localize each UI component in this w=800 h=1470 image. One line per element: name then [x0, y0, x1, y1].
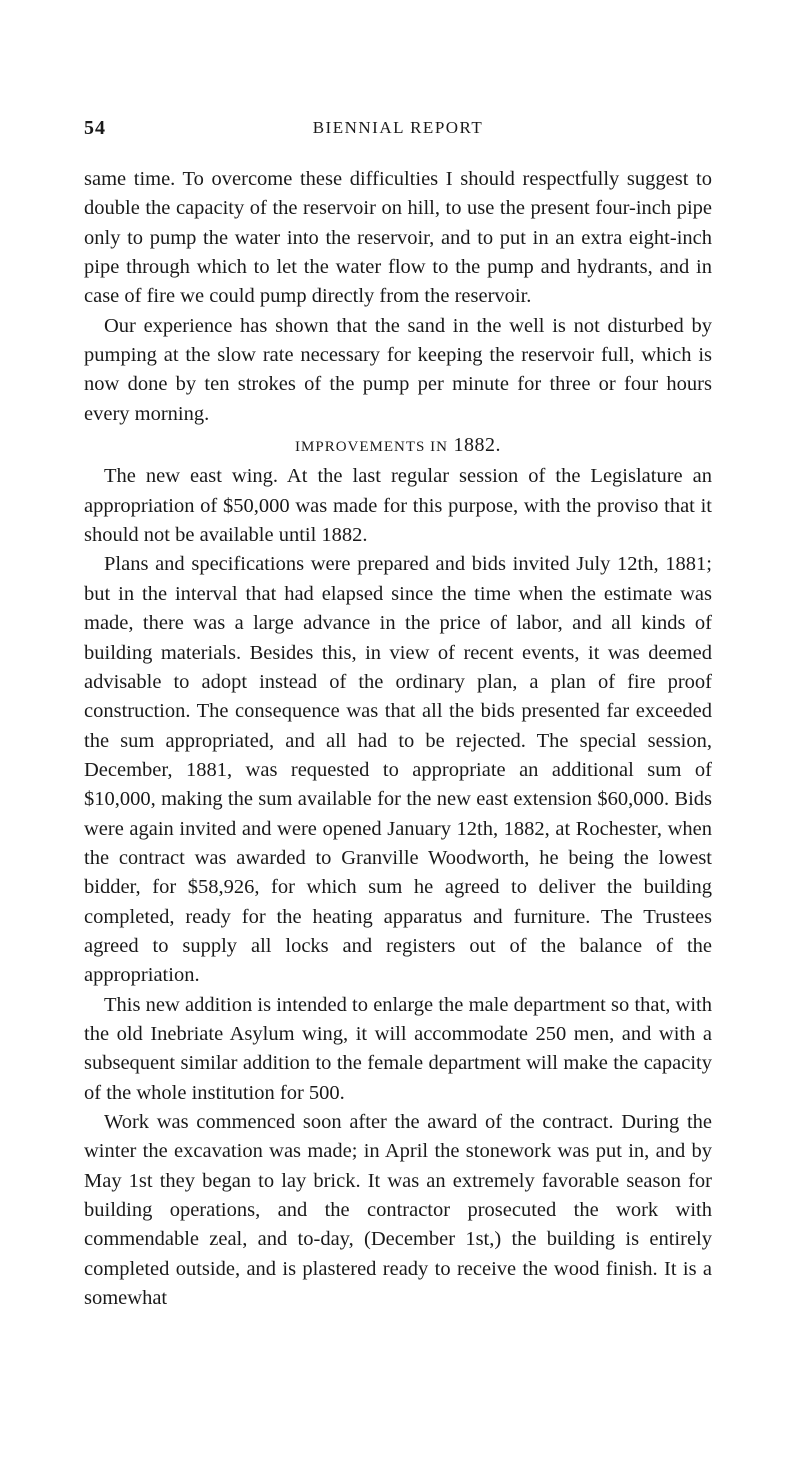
paragraph-plans-bids: Plans and specifications were prepared and bids invited July 12th, 1881; but in the interval that had elapsed since the time when the estimate was made, there was a large advance in the price of labor, and all kinds of building materials. Besides this, in view of recent events, it was deemed advisable to adopt instead of the ordinary plan, a plan of fire proof construction. The consequence was that all the bids presented far exceeded the sum appropriated, and all had to be rejected. The special session, December, 1881, was requested to appropriate an additional sum of $10,000, making the sum available for the new east extension $60,000. Bids were again invited and were opened January 12th, 1882, at Rochester, when the contract was awarded to Granville Woodworth, he being the lowest bidder, for $58,926, for which sum he agreed to deliver the building completed, ready for the heating apparatus and furniture. The Trustees agreed to supply all locks and registers out of the balance of the appropriation. [84, 553, 712, 987]
paragraph-reservoir-suggestion: same time. To overcome these difficulties I should respectfully suggest to double the capacity of the reservoir on hill, to use the present four-inch pipe only to pump the water into the reservoir, and to put in an extra eight-inch pipe through which to let the water flow to the pump and hydrants, and in case of fire we could pump directly from the reservoir. [84, 168, 712, 308]
paragraph-work-commenced: Work was commenced soon after the award of the contract. During the winter the excavation was made; in April the stonework was put in, and by May 1st they began to lay brick. It was an extremely favorable season for building operations, and the contractor prosecuted the work with commendable zeal, and to-day, (December 1st,) the building is entirely completed outside, and is plastered ready to receive the wood finish. It is a somewhat [84, 1111, 712, 1310]
paragraph-new-addition: This new addition is intended to enlarge the male department so that, with the old Inebriate Asylum wing, it will accommodate 250 men, and with a subsequent similar addition to the female department will make the capacity of the whole institution for 500. [84, 993, 712, 1104]
section-heading-text: IMPROVEMENTS IN [295, 439, 448, 456]
section-heading [84, 431, 712, 462]
paragraph-sand-experience: Our experience has shown that the sand in the well is not disturbed by pumping at the slow rate necessary for keeping the reservoir full, which is now done by ten strokes of the pump per minute for three or four hours every morning. [84, 314, 712, 425]
page-number: 54 [84, 117, 106, 139]
body-text [84, 165, 712, 1313]
section-heading-year: 1882. [453, 434, 501, 457]
header-title: BIENNIAL REPORT [312, 118, 484, 137]
paragraph-east-wing: The new east wing. At the last regular session of the Legislature an appropriation of $50,000 was made for this purpose, with the proviso that it should not be available until 1882. [84, 465, 712, 547]
running-head [84, 117, 712, 143]
